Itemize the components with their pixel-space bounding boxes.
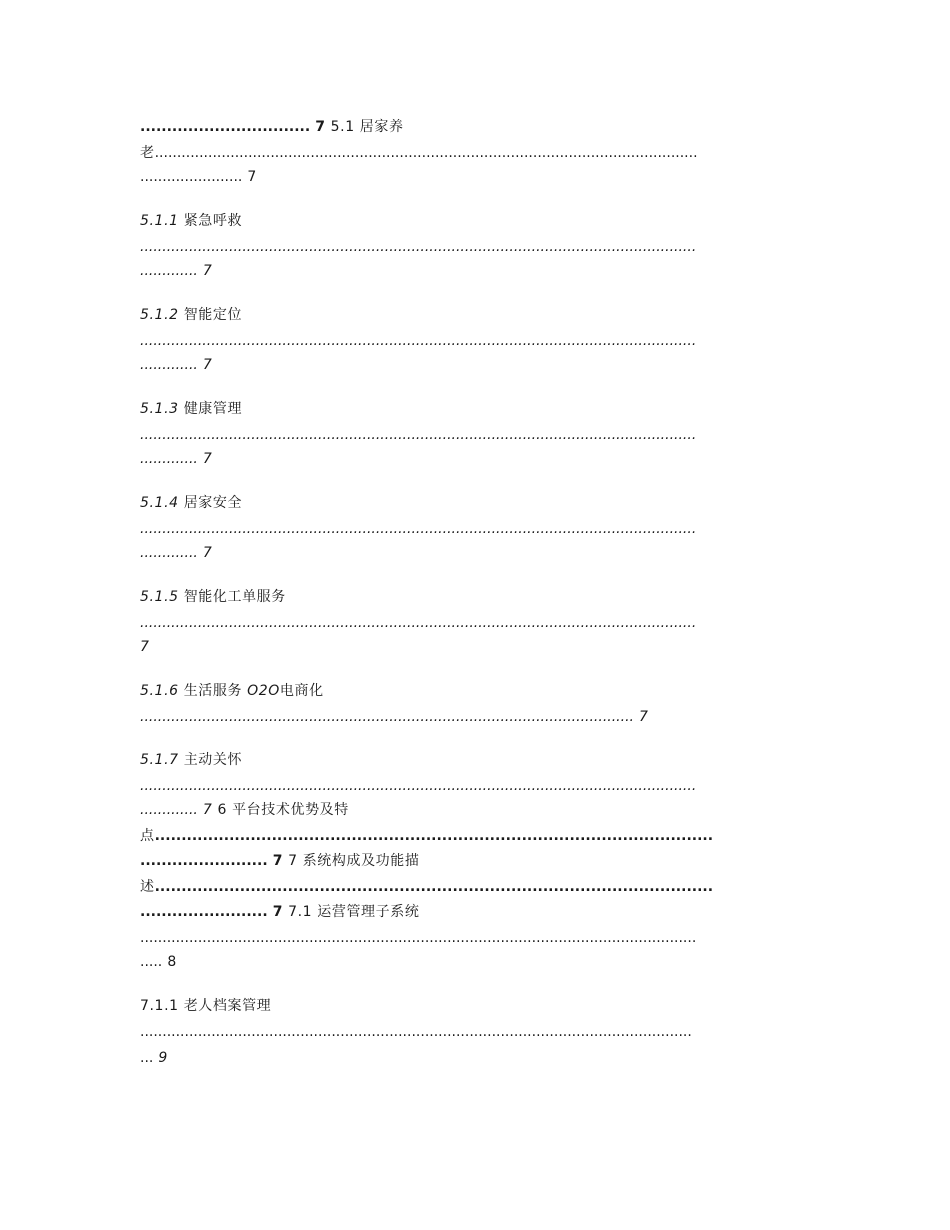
toc-title: 生活服务 — [183, 683, 243, 699]
toc-title: 电商化 — [279, 683, 324, 699]
toc-leader: ............................................................................................................................. — [140, 521, 697, 537]
toc-leader: ................................ — [140, 119, 311, 135]
toc-line — [140, 587, 286, 607]
toc-leader: ............................................................................................................................ — [140, 1024, 692, 1040]
toc-number: 5.1.6 — [140, 683, 179, 699]
toc-leader: ............................................................................................................................. — [140, 239, 697, 255]
toc-title: 运营管理子系统 — [317, 904, 420, 920]
toc-line — [140, 143, 810, 163]
toc-leader: ............................................................................................................... — [140, 709, 634, 725]
toc-line — [140, 261, 212, 281]
toc-page-number: 7 — [202, 357, 213, 373]
toc-leader: .......................................................................................................................... — [154, 145, 698, 161]
toc-page-number: 7 — [202, 263, 213, 279]
toc-line — [140, 493, 242, 513]
toc-line — [140, 449, 212, 469]
toc-leader: ........................ — [140, 853, 268, 869]
toc-title: 主动关怀 — [183, 752, 243, 768]
toc-title: 智能化工单服务 — [183, 589, 286, 605]
toc-title: 点 — [140, 828, 155, 844]
toc-number: 5.1.3 — [140, 401, 179, 417]
toc-line — [140, 305, 242, 325]
toc-number: 5.1 — [330, 119, 355, 135]
toc-title: 平台技术优势及特 — [232, 802, 349, 818]
toc-page-number: 7 — [247, 169, 257, 185]
toc-title: 系统构成及功能描 — [302, 853, 420, 869]
toc-number: 7.1.1 — [140, 998, 179, 1014]
toc-number: 5.1.5 — [140, 589, 179, 605]
toc-leader: ............. — [140, 802, 198, 818]
toc-leader: ............. — [140, 357, 198, 373]
toc-title: 智能定位 — [183, 307, 243, 323]
toc-line — [140, 952, 177, 972]
toc-page-number: 7 — [202, 545, 213, 561]
toc-line — [140, 826, 810, 846]
toc-title: 老人档案管理 — [183, 998, 272, 1014]
toc-leader: ............. — [140, 451, 198, 467]
toc-leader: ............................................................................................................................. — [140, 333, 697, 349]
toc-line — [140, 996, 271, 1016]
toc-leader: ............................................................................................................................. — [140, 615, 697, 631]
toc-line — [140, 399, 242, 419]
toc-line — [140, 902, 419, 922]
toc-line — [140, 211, 242, 231]
toc-page-number: 7 — [272, 904, 284, 920]
toc-number: 5.1.1 — [140, 213, 179, 229]
toc-number: 5.1.4 — [140, 495, 179, 511]
toc-line — [140, 750, 242, 770]
toc-leader: ... — [140, 1050, 154, 1066]
toc-line — [140, 681, 324, 701]
toc-page-number: 7 — [202, 802, 213, 818]
toc-line — [140, 167, 257, 187]
toc-line — [140, 800, 349, 820]
toc-title: 老 — [140, 145, 155, 161]
toc-page-number: 8 — [167, 954, 177, 970]
toc-page-number: 7 — [315, 119, 326, 135]
toc-leader: ......................................................................................................... — [154, 879, 714, 895]
toc-line — [140, 117, 404, 137]
toc-line — [140, 543, 212, 563]
toc-page-number: 7 — [140, 639, 150, 655]
toc-title: 居家养 — [359, 119, 404, 135]
toc-leader: ............................................................................................................................. — [140, 930, 697, 946]
toc-page-number: 7 — [272, 853, 284, 869]
toc-title: 紧急呼救 — [183, 213, 243, 229]
toc-line — [140, 707, 649, 727]
toc-number: 5.1.7 — [140, 752, 179, 768]
toc-title: 述 — [140, 879, 155, 895]
toc-page-number: 9 — [158, 1050, 168, 1066]
toc-number: 7.1 — [288, 904, 313, 920]
toc-leader: ............................................................................................................................. — [140, 778, 697, 794]
toc-number: 5.1.2 — [140, 307, 179, 323]
toc-line — [140, 851, 420, 871]
toc-number: 6 — [217, 802, 228, 818]
toc-leader: ..... — [140, 954, 163, 970]
toc-leader: ....................... — [140, 169, 243, 185]
toc-line — [140, 355, 212, 375]
toc-line — [140, 1048, 168, 1068]
toc-leader: ......................................................................................................... — [154, 828, 714, 844]
toc-page-number: 7 — [202, 451, 213, 467]
toc-leader: ............. — [140, 263, 198, 279]
toc-number: 7 — [288, 853, 298, 869]
toc-title-latin: O2O — [247, 683, 280, 699]
toc-title: 居家安全 — [183, 495, 243, 511]
toc-page-number: 7 — [639, 709, 649, 725]
toc-leader: ............................................................................................................................. — [140, 427, 697, 443]
toc-leader: ........................ — [140, 904, 268, 920]
toc-leader: ............. — [140, 545, 198, 561]
toc-title: 健康管理 — [183, 401, 243, 417]
toc-line — [140, 877, 810, 897]
